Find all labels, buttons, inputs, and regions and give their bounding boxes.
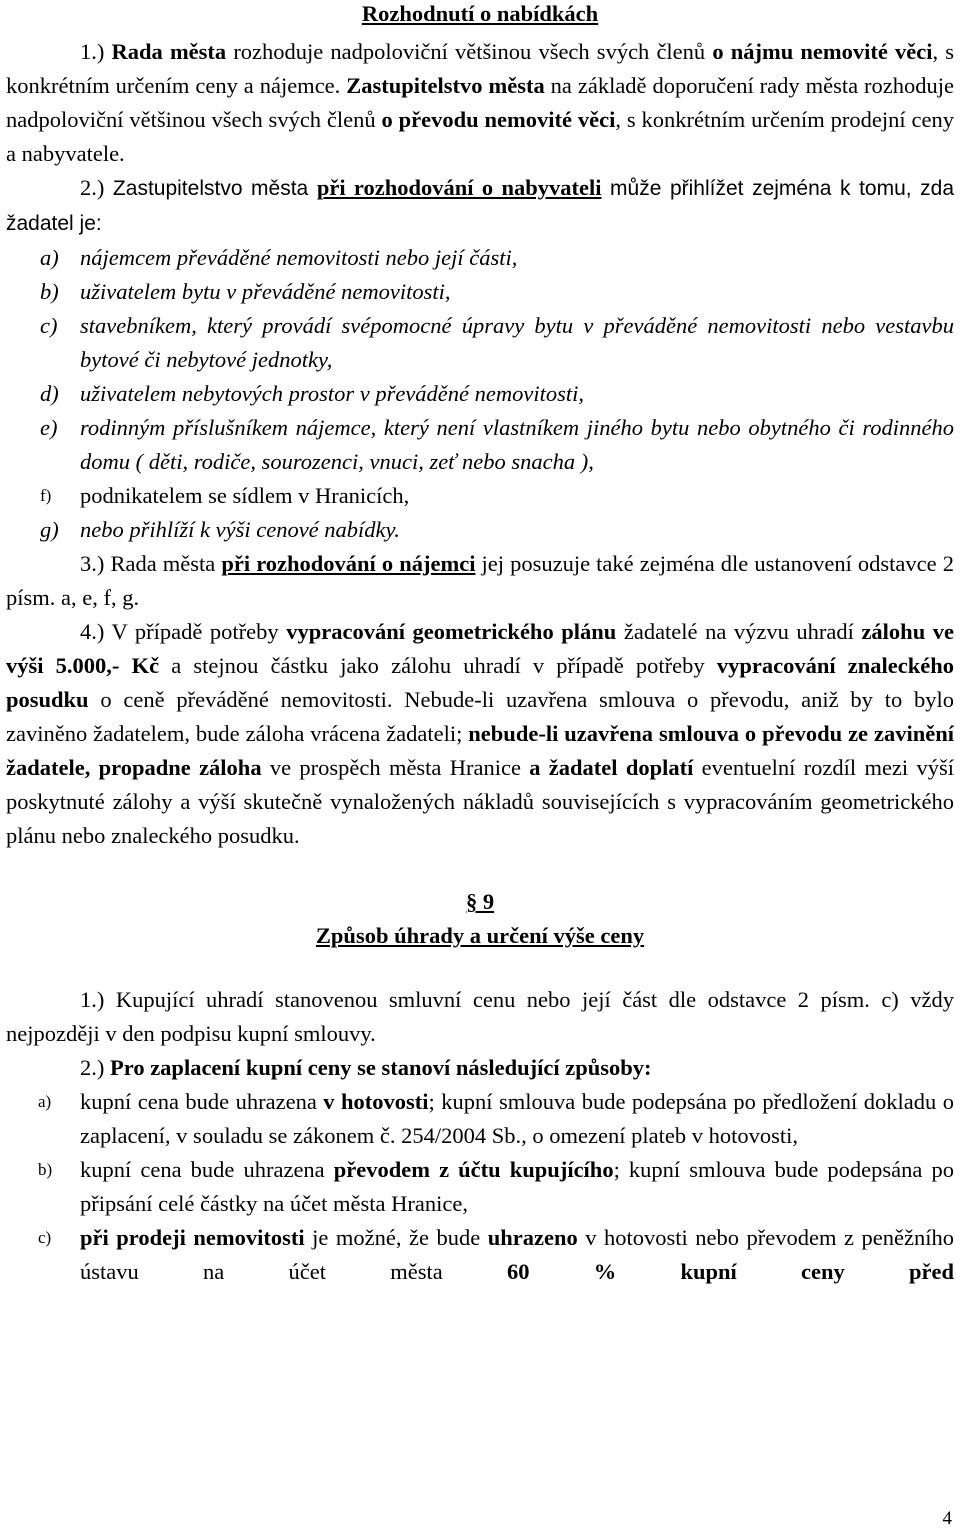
paragraph-3: [6, 547, 954, 615]
list-marker: g): [40, 517, 59, 542]
text: Rada města: [104, 551, 222, 576]
list-item: [6, 1221, 954, 1289]
bold-text: o nájmu nemovité věci: [712, 39, 933, 64]
bold-text: a žadatel doplatí: [529, 755, 694, 780]
page-heading: [6, 0, 954, 31]
list-text: uživatelem nebytových prostor v převáděné nemovitosti,: [80, 381, 585, 406]
text: žadatelé na výzvu uhradí: [616, 619, 862, 644]
list-item: [6, 411, 954, 479]
list-marker: c): [40, 313, 58, 338]
list-marker: e): [40, 415, 58, 440]
paragraph-number: 3.): [80, 551, 105, 576]
text: o ceně převáděné nemovitosti. Nebude-li uzavřena smlouva o převodu, aniž by to bylo zaviněno žadatelem, bude záloha vrácena žadateli;: [6, 687, 954, 746]
list-marker: a): [40, 245, 59, 270]
text: ; kupní smlouva bude podepsána po připsání celé částky na účet města Hranice,: [80, 1157, 954, 1216]
paragraph-number: 2.): [80, 1055, 105, 1080]
list-marker: d): [40, 381, 59, 406]
section-title: [6, 919, 954, 953]
bold-text: zálohu ve výši 5.000,- Kč: [6, 619, 954, 678]
bold-underlined-text: při rozhodování o nabyvateli: [316, 175, 602, 200]
payment-methods-list: [6, 1085, 954, 1289]
bold-text: 60 % kupní ceny před: [506, 1259, 955, 1284]
paragraph-2: [6, 171, 954, 241]
text: Kupující uhradí stanovenou smluvní cenu nebo její část dle odstavce 2 písm. c) vždy nejpozději v den podpisu kupní smlouvy.: [6, 987, 954, 1046]
section-paragraph-1: [6, 983, 954, 1051]
bold-underlined-text: při rozhodování o nájemci: [221, 551, 476, 576]
bold-text: vypracování geometrického plánu: [286, 619, 617, 644]
paragraph-number: 4.): [80, 619, 105, 644]
list-item: [6, 275, 954, 309]
list-text: nájemcem převáděné nemovitosti nebo její části,: [80, 245, 518, 270]
bold-text: o převodu nemovité věci: [381, 107, 616, 132]
list-item: [6, 513, 954, 547]
text: jej posuzuje také zejména dle ustanovení odstavce 2 písm. a, e, f, g.: [6, 551, 954, 610]
paragraph-number: 1.): [80, 987, 105, 1012]
bold-text: Rada města: [111, 39, 227, 64]
list-item: [6, 377, 954, 411]
list-item: [6, 309, 954, 377]
list-item: [6, 1085, 954, 1153]
bold-text: v hotovosti: [323, 1089, 429, 1114]
list-marker: a): [38, 1092, 52, 1111]
list-text: uživatelem bytu v převáděné nemovitosti,: [80, 279, 451, 304]
list-marker: b): [38, 1160, 53, 1179]
list-marker: f): [40, 486, 52, 505]
text: a stejnou částku jako zálohu uhradí v případě potřeby: [159, 653, 717, 678]
text: kupní cena bude uhrazena: [80, 1089, 324, 1114]
text: rozhoduje nadpoloviční většinou všech svých členů: [226, 39, 713, 64]
page-number: 4: [942, 1508, 952, 1529]
list-item: [6, 479, 954, 513]
section-paragraph-2: [6, 1051, 954, 1085]
section-number: § 9: [465, 889, 495, 914]
text: ve prospěch města Hranice: [261, 755, 530, 780]
bold-text: uhrazeno: [487, 1225, 578, 1250]
text: eventuelní rozdíl mezi výší poskytnuté zálohy a výší skutečně vynaložených nákladů souvisejících s vypracováním geometrického plánu nebo znaleckého posudku.: [6, 755, 954, 848]
paragraph-2-list: [6, 241, 954, 547]
text: v hotovosti nebo převodem z peněžního ústavu na účet města: [80, 1225, 954, 1284]
list-text: rodinným příslušníkem nájemce, který není vlastníkem jiného bytu nebo obytného či rodinného domu ( děti, rodiče, sourozenci, vnuci, zeť nebo snacha ),: [80, 415, 954, 474]
bold-text: Pro zaplacení kupní ceny se stanoví následující způsoby:: [110, 1055, 652, 1080]
bold-text: převodem z účtu kupujícího: [333, 1157, 614, 1182]
bold-text: při prodeji nemovitosti: [80, 1225, 305, 1250]
paragraph-number: 1.): [80, 39, 105, 64]
paragraph-number: 2.): [80, 175, 105, 200]
heading-text: Rozhodnutí o nabídkách: [361, 1, 599, 26]
text: , s konkrétním určením ceny a nájemce.: [6, 39, 955, 98]
text: , s konkrétním určením prodejní ceny a nabyvatele.: [6, 107, 954, 166]
text: kupní cena bude uhrazena: [80, 1157, 334, 1182]
section-title-text: Způsob úhrady a určení výše ceny: [315, 923, 645, 948]
text: je možné, že bude: [304, 1225, 488, 1250]
section-symbol: [6, 885, 954, 919]
list-item: [6, 1153, 954, 1221]
list-text: nebo přihlíží k výši cenové nabídky.: [80, 517, 400, 542]
list-marker: c): [38, 1228, 52, 1247]
text: V případě potřeby: [104, 619, 287, 644]
text: Zastupitelstvo města: [104, 177, 317, 200]
paragraph-4: [6, 615, 954, 853]
list-item: [6, 241, 954, 275]
bold-text: Zastupitelstvo města: [346, 73, 545, 98]
list-marker: b): [40, 279, 59, 304]
list-text: podnikatelem se sídlem v Hranicích,: [80, 483, 410, 508]
bold-text: nebude-li uzavřena smlouva o převodu ze zavinění žadatele, propadne záloha: [6, 721, 954, 780]
list-text: stavebníkem, který provádí svépomocné úpravy bytu v převáděné nemovitosti nebo vestavbu bytové či nebytové jednotky,: [80, 313, 954, 372]
text: ; kupní smlouva bude podepsána po předložení dokladu o zaplacení, v souladu se zákonem č. 254/2004 Sb., o omezení plateb v hotovosti,: [80, 1089, 954, 1148]
text: může přihlížet zejména k tomu, zda žadatel je:: [6, 177, 955, 235]
document-page: [6, 0, 954, 1289]
bold-text: vypracování znaleckého posudku: [6, 653, 954, 712]
paragraph-1: [6, 35, 954, 171]
text: na základě doporučení rady města rozhoduje nadpoloviční většinou všech svých členů: [6, 73, 954, 132]
